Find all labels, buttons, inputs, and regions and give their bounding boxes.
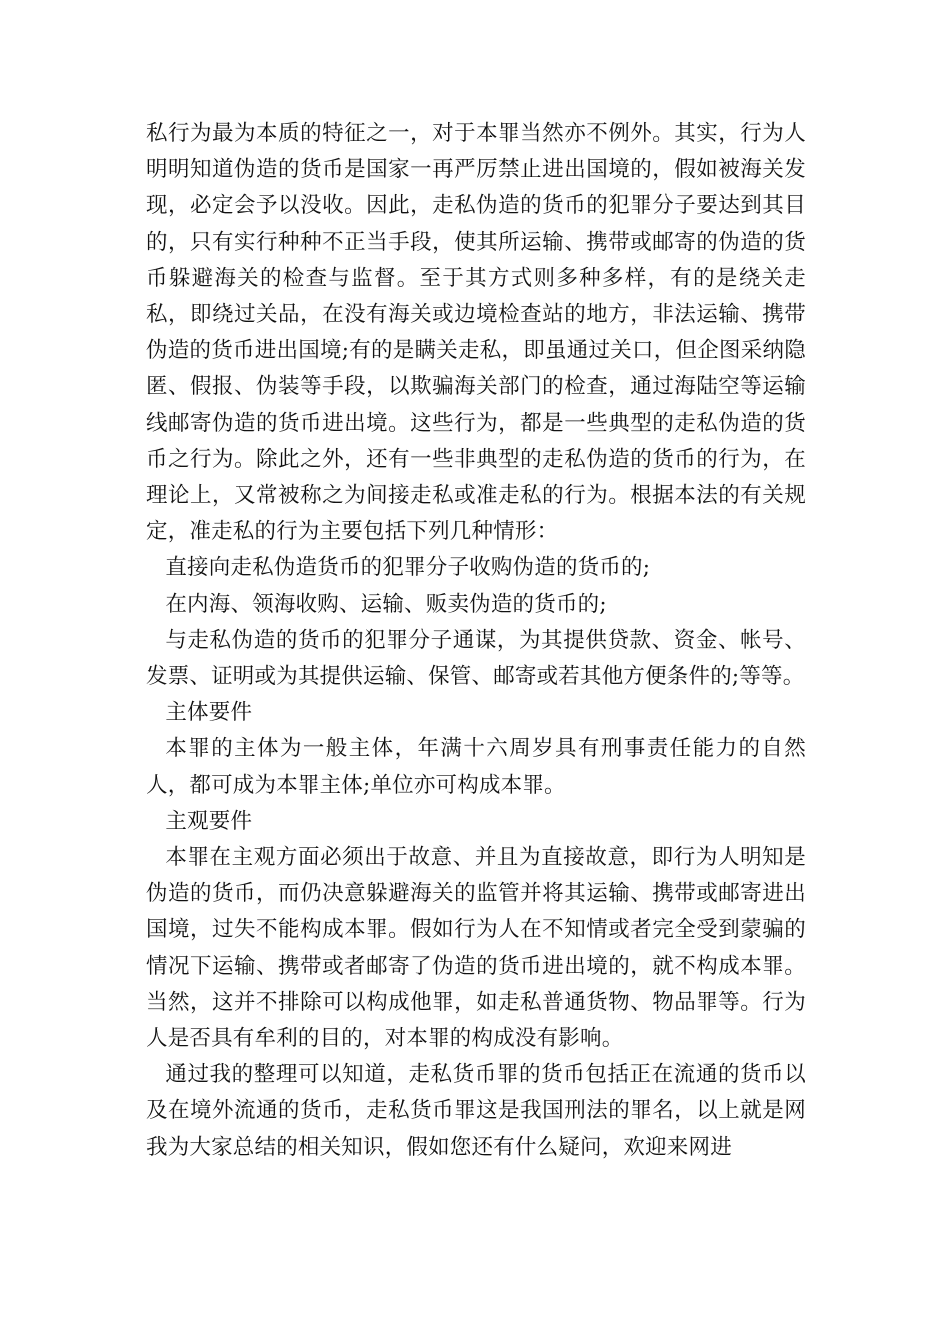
section-heading-subjective: 主观要件 bbox=[165, 808, 253, 834]
document-body bbox=[146, 116, 806, 1166]
list-item-paragraph: 与走私伪造的货币的犯罪分子通谋，为其提供贷款、资金、帐号、发票、证明或为其提供运输、保管、邮寄或若其他方便条件的;等等。 bbox=[146, 627, 806, 690]
list-item-paragraph: 直接向走私伪造货币的犯罪分子收购伪造的货币的; bbox=[165, 555, 651, 581]
body-paragraph: 通过我的整理可以知道，走私货币罪的货币包括正在流通的货币以及在境外流通的货币，走私货币罪这是我国刑法的罪名，以上就是网我为大家总结的相关知识，假如您还有什么疑问，欢迎来网进 bbox=[146, 1062, 806, 1160]
body-paragraph: 本罪在主观方面必须出于故意、并且为直接故意，即行为人明知是伪造的货币，而仍决意躲避海关的监管并将其运输、携带或邮寄进出国境，过失不能构成本罪。假如行为人在不知情或者完全受到蒙骗的情况下运输、携带或者邮寄了伪造的货币进出境的，就不构成本罪。当然，这并不排除可以构成他罪，如走私普通货物、物品罪等。行为人是否具有牟利的目的，对本罪的构成没有影响。 bbox=[146, 845, 806, 1052]
body-paragraph: 本罪的主体为一般主体，年满十六周岁具有刑事责任能力的自然人，都可成为本罪主体;单位亦可构成本罪。 bbox=[146, 736, 806, 798]
section-heading-subject: 主体要件 bbox=[165, 700, 253, 726]
list-item-paragraph: 在内海、领海收购、运输、贩卖伪造的货币的; bbox=[165, 591, 607, 617]
body-paragraph: 私行为最为本质的特征之一，对于本罪当然亦不例外。其实，行为人明明知道伪造的货币是国家一再严厉禁止进出国境的，假如被海关发现，必定会予以没收。因此，走私伪造的货币的犯罪分子要达到其目的，只有实行种种不正当手段，使其所运输、携带或邮寄的伪造的货币躲避海关的检查与监督。至于其方式则多种多样，有的是绕关走私，即绕过关品，在没有海关或边境检查站的地方，非法运输、携带伪造的货币进出国境;有的是瞒关走私，即虽通过关口，但企图采纳隐匿、假报、伪装等手段，以欺骗海关部门的检查，通过海陆空等运输线邮寄伪造的货币进出境。这些行为，都是一些典型的走私伪造的货币之行为。除此之外，还有一些非典型的走私伪造的货币的行为，在理论上，又常被称之为间接走私或准走私的行为。根据本法的有关规定，准走私的行为主要包括下列几种情形： bbox=[146, 121, 806, 545]
